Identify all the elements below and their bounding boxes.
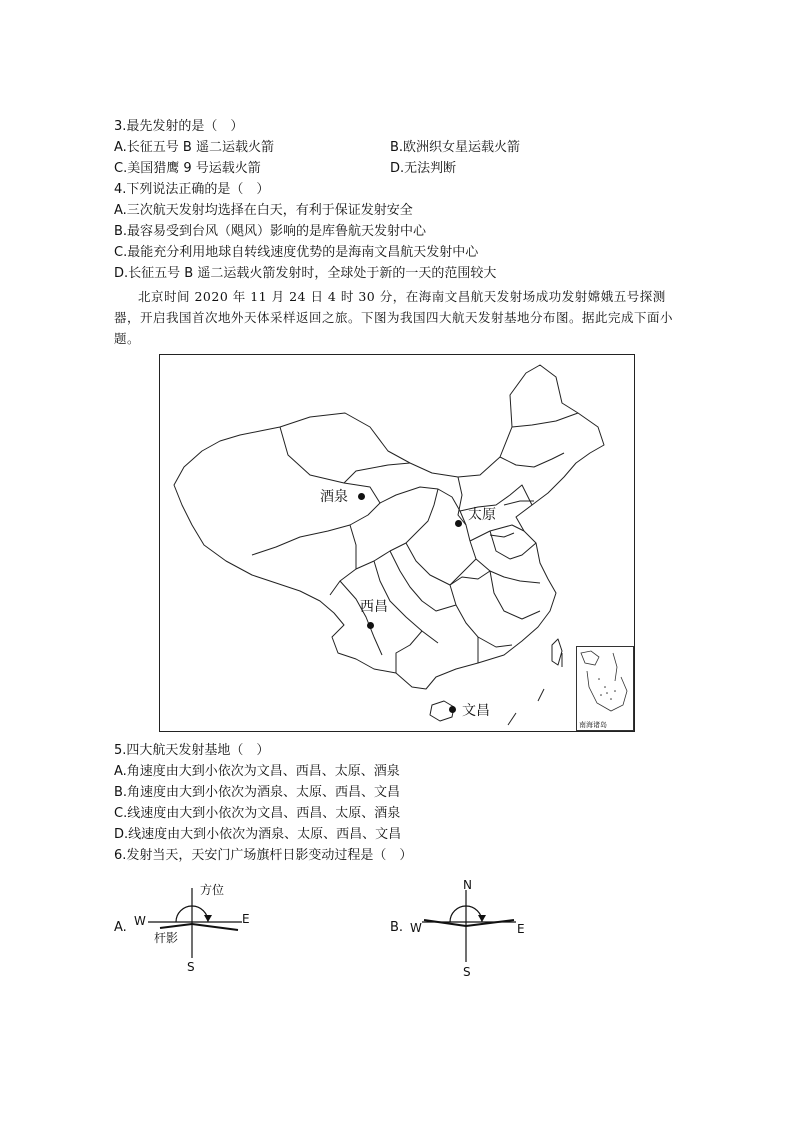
q6-a-south-label: S [187,960,195,974]
q4-option-c: C.最能充分利用地球自转线速度优势的是海南文昌航天发射中心 [114,245,479,260]
city-label-xichang: 西昌 [360,599,388,615]
q6-a-east-label: E [242,912,250,926]
q4-option-d: D.长征五号 B 遥二运载火箭发射时，全球处于新的一天的范围较大 [114,266,497,281]
q3-option-d: D.无法判断 [390,161,457,176]
q6-b-west-label: W [410,921,422,935]
city-label-taiyuan: 太原 [468,507,496,523]
china-map-frame [159,354,635,732]
q4-stem: 4.下列说法正确的是（ ） [114,182,270,197]
city-dot-wenchang [449,706,456,713]
q6-a-west-label: W [134,914,146,928]
q5-option-d: D.线速度由大到小依次为酒泉、太原、西昌、文昌 [114,827,402,842]
q6-diagram-a [130,884,260,974]
q3-option-c: C.美国猎鹰 9 号运载火箭 [114,161,261,176]
q6-stem: 6.发射当天，天安门广场旗杆日影变动过程是（ ） [114,848,413,863]
q5-stem: 5.四大航天发射基地（ ） [114,743,270,758]
q5-option-b: B.角速度由大到小依次为酒泉、太原、西昌、文昌 [114,785,401,800]
q6-a-shadow-label: 杆影 [154,931,179,945]
city-label-jiuquan: 酒泉 [320,489,348,505]
q5-option-c: C.线速度由大到小依次为文昌、西昌、太原、酒泉 [114,806,401,821]
inset-label: 南海诸岛 [579,721,607,729]
q3-option-a: A.长征五号 B 遥二运载火箭 [114,140,274,155]
q6-option-a-label: A. [114,920,127,935]
q6-a-direction-label: 方位 [200,883,225,897]
city-dot-xichang [367,622,374,629]
q4-option-a: A.三次航天发射均选择在白天，有利于保证发射安全 [114,203,413,218]
q4-option-b: B.最容易受到台风（飓风）影响的是库鲁航天发射中心 [114,224,427,239]
q6-b-east-label: E [517,922,525,936]
china-map-outline [160,355,633,730]
passage-text: 北京时间 2020 年 11 月 24 日 4 时 30 分，在海南文昌航天发射场成功发射嫦娥五号探测器，开启我国首次地外天体采样返回之旅。下图为我国四大航天发射基地分布图。据此完成下面小题。 [114,289,674,346]
q3-option-b: B.欧洲织女星运载火箭 [390,140,521,155]
q6-b-south-label: S [463,965,471,979]
city-dot-jiuquan [358,493,365,500]
q6-option-b-label: B. [390,920,404,935]
inset-islands-drawing [577,647,633,719]
q3-stem: 3.最先发射的是（ ） [114,119,244,134]
q5-option-a: A.角速度由大到小依次为文昌、西昌、太原、酒泉 [114,764,400,779]
q6-b-north-label: N [463,878,472,892]
south-china-sea-inset [576,646,634,731]
city-label-wenchang: 文昌 [462,703,490,719]
city-dot-taiyuan [455,520,462,527]
